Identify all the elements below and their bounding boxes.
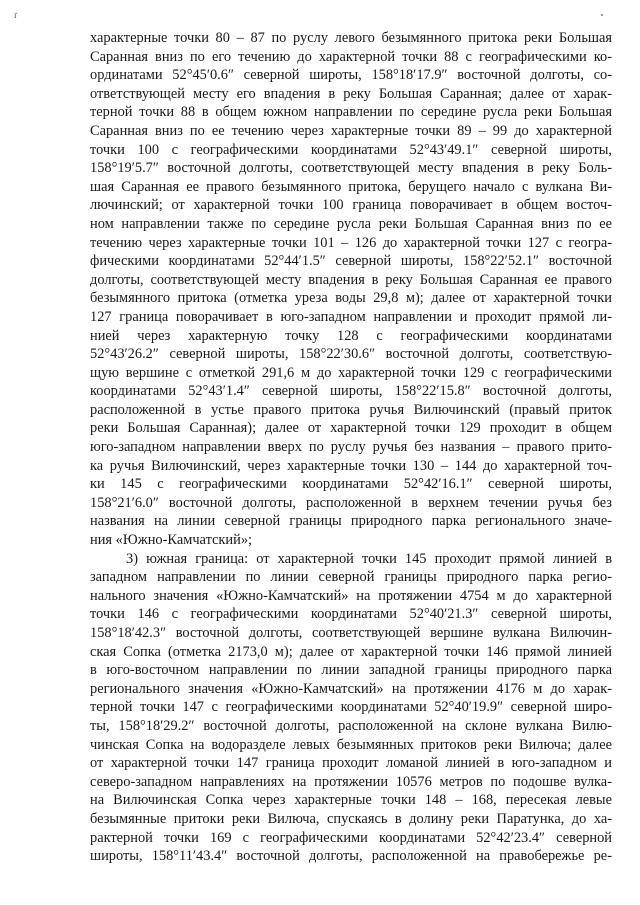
text-line: ответствующей месту его впадения в реку Большая Саранная; далее от харак- [90, 85, 612, 102]
scan-dot [601, 14, 603, 16]
text-line: 127 граница поворачивает в юго-западном направлении и проходит прямой ли- [90, 308, 612, 325]
text-line: безымянные притоки реки Вилюча, спускаясь в долину реки Паратунка, до ха- [90, 810, 612, 827]
text-line: рактерной точки 169 с географическими координатами 52°42′23.4″ северной [90, 829, 612, 846]
text-line: чинская Сопка на водоразделе левых безымянных притоков реки Вилюча; далее [90, 736, 612, 753]
text-line: ты, 158°18′29.2″ восточной долготы, расположенной на склоне вулкана Вилю- [90, 717, 612, 734]
text-line: на Вилючинская Сопка через характерные точки 148 – 168, пересекая левые [90, 792, 612, 809]
text-line: Саранная вниз по ее течению через характерные точки 89 – 99 до характерной [90, 122, 612, 139]
text-line: юго-западном направлении вверх по руслу ручья без названия – правого прито- [90, 439, 612, 456]
text-line: точки 146 с географическими координатами 52°40′21.3″ северной широты, [90, 606, 612, 623]
text-line: ская Сопка (отметка 2173,0 м); далее от характерной точки 146 прямой линией [90, 643, 612, 660]
text-line: расположенной в устье правого притока ручья Вилючинский (правый приток [90, 401, 612, 418]
text-line: 158°18′42.3″ восточной долготы, соответствующей вершине вулкана Вилючин- [90, 625, 612, 641]
text-line: ординатами 52°45′0.6″ северной широты, 158°18′17.9″ восточной долготы, со- [90, 67, 612, 84]
text-line: 52°43′26.2″ северной широты, 158°22′30.6″ восточной долготы, соответствую- [90, 346, 612, 363]
text-line: в юго-восточном направлении по линии западной границы природного парка [90, 662, 612, 679]
text-line: регионального значения «Южно-Камчатский» на протяжении 4176 м до харак- [90, 680, 612, 697]
text-line: 158°19′5.7″ восточной долготы, соответствующей месту впадения в реку Боль- [90, 160, 612, 177]
text-line: реки Большая Саранная); далее от характерной точки 129 проходит в общем [90, 420, 612, 437]
text-line: шая Саранная ее правого безымянного притока, берущего начало с вулкана Ви- [90, 178, 612, 195]
text-line: ка ручья Вилючинский, через характерные точки 130 – 144 до характерной точ- [90, 457, 612, 474]
text-line: долготы, соответствующей месту впадения в реку Большая Саранная ее правого [90, 271, 612, 288]
text-line: фическими координатами 52°44′1.5″ северной широты, 158°22′52.1″ восточной [90, 253, 612, 270]
text-line: Саранная вниз по его течению до характерной точки 88 с географическими ко- [90, 48, 612, 65]
text-line: терной точки 147 с географическими координатами 52°40′19.9″ северной широ- [90, 699, 612, 716]
text-line: лючинский; от характерной точки 100 граница поворачивает в общем восточ- [90, 197, 612, 214]
text-line: ния «Южно-Камчатский»; [90, 532, 253, 549]
text-line: нией через характерную точку 128 с географическими координатами [90, 327, 612, 344]
text-line: названия на линии северной границы природного парка регионального значе- [90, 513, 612, 530]
text-line: щую вершине с отметкой 291,6 м до характерной точки 129 с географическими [90, 364, 612, 381]
text-line: от характерной точки 147 граница проходит ломаной линией в юго-западном и [90, 755, 612, 772]
text-line: терной точки 88 в общем южном направлении по середине русла реки Большая [90, 104, 612, 121]
text-line: характерные точки 80 – 87 по руслу левого безымянного притока реки Большая [90, 30, 612, 46]
text-line: нального значения «Южно-Камчатский» на протяжении 4754 м до характерной [90, 587, 612, 604]
text-line: точки 100 с географическими координатами 52°43′49.1″ северной широты, [90, 141, 612, 158]
text-line: безымянного притока (отметка уреза воды 29,8 м); далее от характерной точки [90, 290, 612, 307]
text-line: широты, 158°11′43.4″ восточной долготы, расположенной на правобережье ре- [90, 848, 612, 865]
text-line: ном направлении также по середине русла реки Большая Саранная вниз по ее [90, 215, 612, 232]
scan-corner-mark: ґ [14, 10, 18, 20]
text-line: западном направлении по линии северной границы природного парка регио- [90, 569, 612, 586]
text-line: северо-западном направлениях на протяжении 10576 метров по подошве вулка- [90, 773, 612, 790]
text-line: 3) южная граница: от характерной точки 145 проходит прямой линией в [126, 550, 612, 567]
text-line: координатами 52°43′1.4″ северной широты, 158°22′15.8″ восточной долготы, [90, 383, 612, 400]
text-line: ки 145 с географическими координатами 52°42′16.1″ северной широты, [90, 476, 612, 493]
text-line: течению через характерные точки 101 – 126 до характерной точки 127 с геогра- [90, 234, 612, 251]
document-body [90, 29, 612, 866]
text-line: 158°21′6.0″ восточной долготы, расположенной в верхнем течении ручья без [90, 494, 612, 511]
